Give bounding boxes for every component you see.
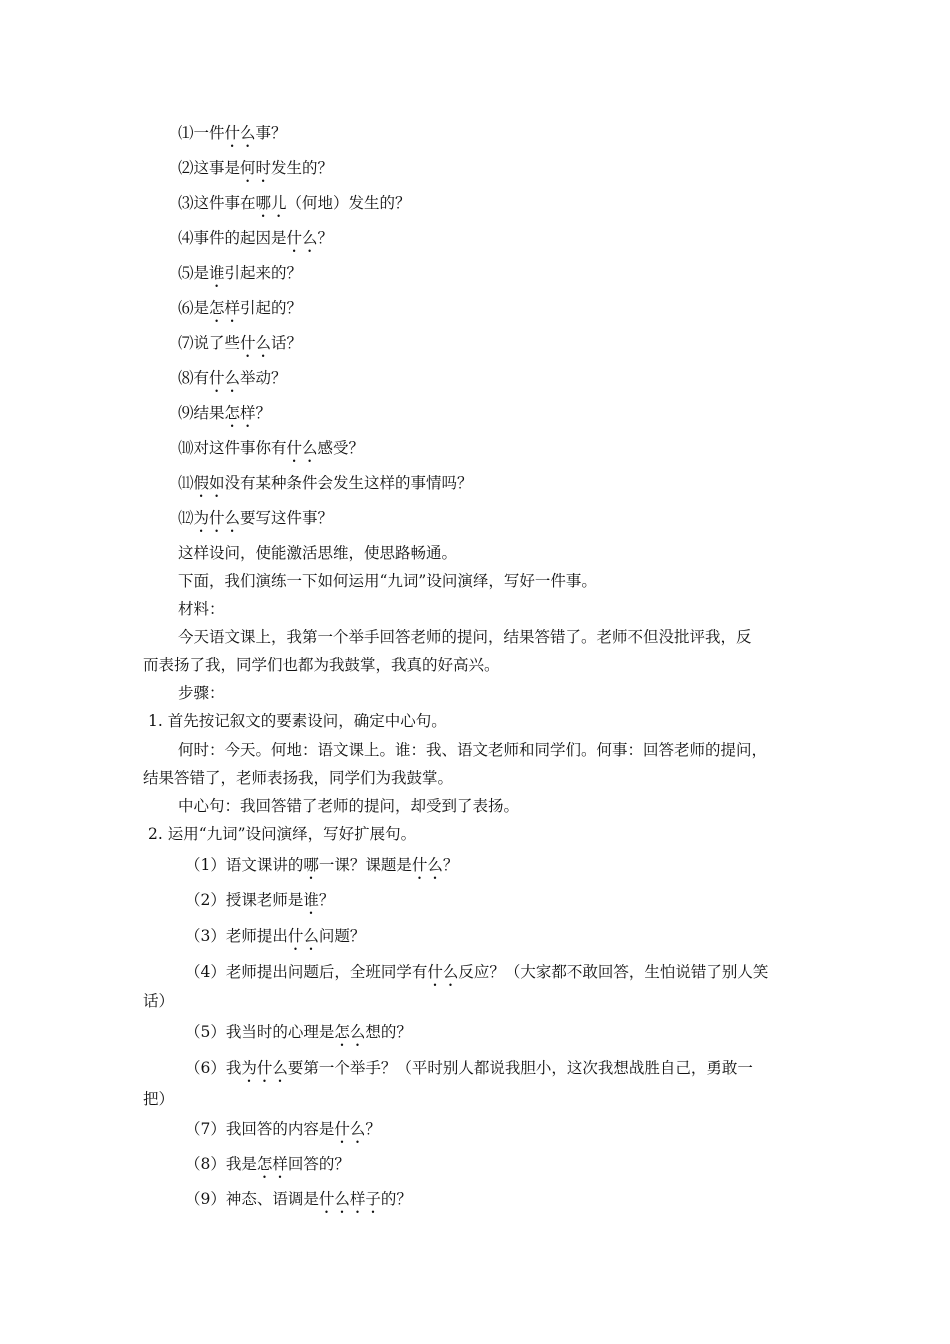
question-number: ⑾ — [178, 474, 194, 492]
sub-question-text: （1）语文课讲的 — [185, 856, 304, 874]
sub-question-8 — [185, 1154, 350, 1182]
question-10 — [178, 438, 364, 466]
question-number: ⑵ — [178, 159, 194, 177]
emphasis-word: 假如 — [193, 474, 225, 492]
sub-question-6-continued: 把） — [143, 1090, 175, 1108]
emphasis-word: 什么 — [224, 124, 256, 142]
sub-question-text: 想的？ — [365, 1023, 412, 1041]
question-text: 说了些 — [193, 334, 241, 352]
emphasis-word: 什么 — [286, 439, 318, 457]
emphasis-word: 什么 — [209, 369, 241, 387]
sub-question-text: （6）我 — [185, 1059, 242, 1077]
question-text: 一件 — [193, 124, 225, 142]
center-sentence: 中心句：我回答错了老师的提问，却受到了表扬。 — [178, 797, 520, 815]
emphasis-word: 什么样子 — [318, 1190, 381, 1208]
question-number: ⑶ — [178, 194, 194, 212]
sub-question-4-continued: 话） — [143, 992, 175, 1010]
question-text: 事？ — [255, 124, 287, 142]
question-text: ？ — [255, 404, 272, 422]
sub-question-text: （2）授课老师是 — [185, 891, 304, 909]
emphasis-word: 什么 — [334, 1120, 366, 1138]
sub-question-7 — [185, 1119, 381, 1147]
sub-question-text: 一课？课题是 — [318, 856, 412, 874]
question-8 — [178, 368, 287, 396]
paragraph-intro: 下面，我们演练一下如何运用“九词”设问演绎，写好一件事。 — [178, 572, 597, 590]
question-text: 发生的？ — [271, 159, 334, 177]
question-12 — [178, 508, 333, 536]
emphasis-word: 什么 — [287, 927, 319, 945]
question-1 — [178, 123, 287, 151]
sub-question-text: 要第一个举手？（平时别人都说我胆小，这次我想战胜自己，勇敢一 — [287, 1059, 753, 1077]
emphasis-word: 为什么 — [193, 509, 241, 527]
sub-question-text: （8）我是 — [185, 1155, 257, 1173]
question-number: ⑿ — [178, 509, 194, 527]
sub-question-text: ？ — [318, 891, 335, 909]
emphasis-word: 什么 — [286, 229, 318, 247]
sub-question-text: ？ — [442, 856, 459, 874]
question-3 — [178, 193, 411, 221]
sub-question-4 — [185, 962, 768, 990]
sub-question-text: 的？ — [380, 1190, 412, 1208]
question-text: 这事是 — [193, 159, 241, 177]
question-text: 这件事在 — [193, 194, 256, 212]
sub-question-text: 问题？ — [318, 927, 366, 945]
step-2-heading: 2. 运用“九词”设问演绎，写好扩展句。 — [148, 825, 417, 843]
question-text: （何地）发生的？ — [286, 194, 411, 212]
emphasis-word: 谁 — [303, 891, 319, 909]
question-6 — [178, 298, 302, 326]
emphasis-word: 何时 — [240, 159, 272, 177]
sub-question-2 — [185, 890, 334, 918]
steps-label: 步骤： — [178, 684, 225, 702]
sub-question-text: （7）我回答的内容是 — [185, 1120, 335, 1138]
question-5 — [178, 263, 302, 291]
question-text: ？ — [317, 229, 334, 247]
emphasis-word: 为什么 — [241, 1059, 288, 1077]
material-text-line-1: 今天语文课上，我第一个举手回答老师的提问，结果答错了。老师不但没批评我，反 — [178, 628, 752, 646]
sub-question-text: 回答的？ — [287, 1155, 350, 1173]
question-number: ⑸ — [178, 264, 194, 282]
emphasis-word: 哪 — [303, 856, 319, 874]
emphasis-word: 什么 — [240, 334, 272, 352]
question-number: ⑽ — [178, 439, 194, 457]
question-text: 事件的起因是 — [193, 229, 287, 247]
question-4 — [178, 228, 333, 256]
sub-question-text: （3）老师提出 — [185, 927, 288, 945]
sub-question-text: （4）老师提出问题后，全班同学有 — [185, 963, 428, 981]
elements-line-2: 结果答错了，老师表扬我，同学们为我鼓掌。 — [143, 769, 454, 787]
emphasis-word: 怎样 — [224, 404, 256, 422]
question-text: 感受？ — [317, 439, 365, 457]
question-text: 是 — [193, 299, 210, 317]
sub-question-9 — [185, 1189, 412, 1217]
question-9 — [178, 403, 271, 431]
sub-question-text: （9）神态、语调是 — [185, 1190, 319, 1208]
paragraph-summary: 这样设问，使能激活思维，使思路畅通。 — [178, 544, 458, 562]
sub-question-6 — [185, 1058, 753, 1086]
question-7 — [178, 333, 302, 361]
question-text: 结果 — [193, 404, 225, 422]
emphasis-word: 什么 — [411, 856, 443, 874]
emphasis-word: 怎样 — [256, 1155, 288, 1173]
sub-question-text: 反应？（大家都不敢回答，生怕说错了别人笑 — [458, 963, 769, 981]
question-text: 话？ — [271, 334, 303, 352]
question-11 — [178, 473, 473, 501]
emphasis-word: 谁 — [209, 264, 225, 282]
sub-question-text: （5）我当时的心理是 — [185, 1023, 335, 1041]
question-text: 要写这件事？ — [240, 509, 334, 527]
question-number: ⑼ — [178, 404, 194, 422]
question-text: 没有某种条件会发生这样的事情吗？ — [224, 474, 473, 492]
question-number: ⑷ — [178, 229, 194, 247]
sub-question-1 — [185, 855, 458, 883]
question-text: 引起的？ — [240, 299, 303, 317]
step-1-heading: 1. 首先按记叙文的要素设问，确定中心句。 — [148, 712, 447, 730]
question-text: 举动？ — [240, 369, 287, 387]
question-text: 是 — [193, 264, 210, 282]
material-text-line-2: 而表扬了我，同学们也都为我鼓掌，我真的好高兴。 — [143, 656, 500, 674]
emphasis-word: 怎么 — [334, 1023, 366, 1041]
sub-question-text: ？ — [365, 1120, 381, 1138]
question-text: 对这件事你有 — [193, 439, 287, 457]
sub-question-5 — [185, 1022, 412, 1050]
emphasis-word: 什么 — [427, 963, 459, 981]
question-number: ⑴ — [178, 124, 194, 142]
emphasis-word: 哪儿 — [255, 194, 287, 212]
sub-question-3 — [185, 926, 365, 954]
question-text: 有 — [193, 369, 210, 387]
material-label: 材料： — [178, 600, 225, 618]
elements-line-1: 何时：今天。何地：语文课上。谁：我、语文老师和同学们。何事：回答老师的提问， — [178, 741, 768, 759]
emphasis-word: 怎样 — [209, 299, 241, 317]
question-number: ⑺ — [178, 334, 194, 352]
question-2 — [178, 158, 333, 186]
question-number: ⑹ — [178, 299, 194, 317]
question-text: 引起来的？ — [224, 264, 303, 282]
question-number: ⑻ — [178, 369, 194, 387]
